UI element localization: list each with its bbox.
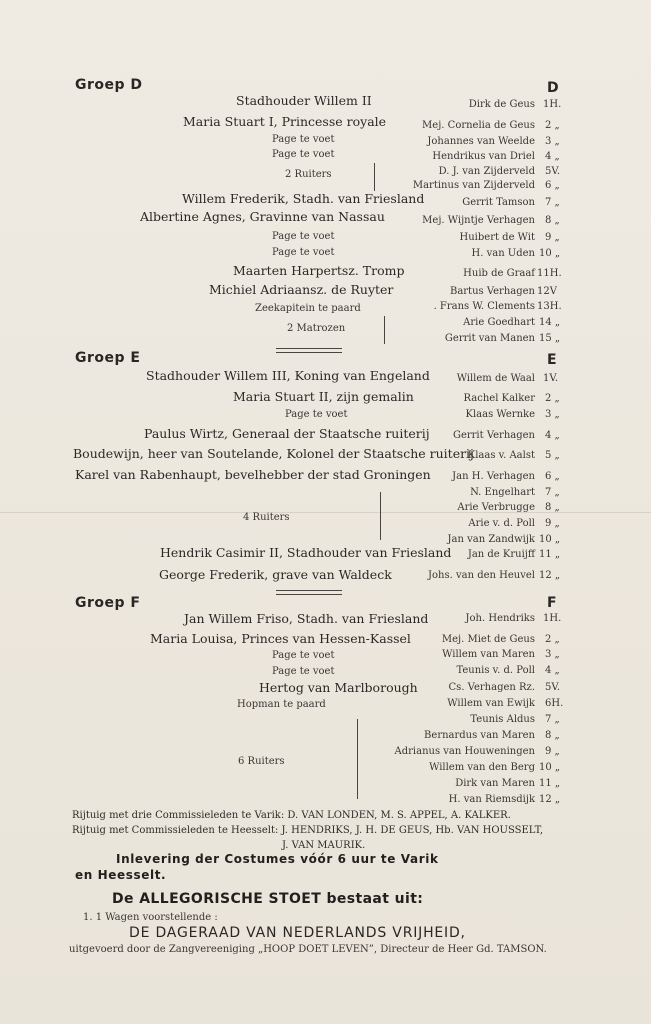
participant-number: 8 „ xyxy=(545,502,560,513)
brace xyxy=(384,316,385,344)
participant-number: 1V. xyxy=(543,373,559,384)
inlevering-line1: Inlevering der Costumes vóór 6 uur te Varik xyxy=(116,852,439,866)
participant-name: Arie Verbrugge xyxy=(457,502,535,513)
role: Page te voet xyxy=(272,247,335,258)
participant-number: 12 „ xyxy=(539,570,561,581)
role: Maarten Harpertsz. Tromp xyxy=(233,263,405,278)
participant-name: N. Engelhart xyxy=(470,487,535,498)
participant-number: 11 „ xyxy=(539,549,561,560)
participant-number: 4 „ xyxy=(545,665,560,676)
participant-number: 6 „ xyxy=(545,471,560,482)
participant-name: Klaas v. Aalst xyxy=(467,450,535,461)
participant-number: 5 „ xyxy=(545,450,560,461)
participant-name: Arie Goedhart xyxy=(463,317,535,328)
role: Karel van Rabenhaupt, bevelhebber der stad Groningen xyxy=(75,467,431,482)
rijtuig-heesselt-cont: J. VAN MAURIK. xyxy=(282,840,366,851)
inlevering-line2: en Heesselt. xyxy=(75,868,167,882)
participant-number: 12V xyxy=(537,286,557,297)
role: Jan Willem Friso, Stadh. van Friesland xyxy=(184,611,429,626)
group-f-letter: F xyxy=(547,595,557,611)
participant-name: Jan de Kruijff xyxy=(467,549,535,560)
participant-number: 11H. xyxy=(537,268,562,279)
role: Hendrik Casimir II, Stadhouder van Friesland xyxy=(160,545,452,560)
participant-name: Rachel Kalker xyxy=(463,393,535,404)
participant-name: Willem van den Berg xyxy=(429,762,535,773)
participant-name: Arie v. d. Poll xyxy=(468,518,535,529)
role: 2 Ruiters xyxy=(285,169,332,180)
participant-number: 2 „ xyxy=(545,634,560,645)
group-f-title: Groep F xyxy=(75,595,141,611)
role: Hopman te paard xyxy=(237,699,326,710)
participant-name: Bartus Verhagen xyxy=(449,286,535,297)
role: Willem Frederik, Stadh. van Friesland xyxy=(182,191,425,206)
role: Michiel Adriaansz. de Ruyter xyxy=(209,282,394,297)
participant-name: Cs. Verhagen Rz. xyxy=(448,682,535,693)
participant-name: Willem van Maren xyxy=(442,649,535,660)
participant-name: D. J. van Zijderveld xyxy=(438,166,535,177)
participant-name: Teunis Aldus xyxy=(470,714,535,725)
role: Maria Stuart I, Princesse royale xyxy=(183,114,387,129)
group-d-letter: D xyxy=(547,80,559,96)
role: George Frederik, grave van Waldeck xyxy=(159,567,392,582)
participant-number: 7 „ xyxy=(545,714,560,725)
role: Stadhouder Willem III, Koning van Engeland xyxy=(146,368,430,383)
rijtuig-varik: Rijtuig met drie Commissieleden te Varik: D. VAN LONDEN, M. S. APPEL, A. KALKER. xyxy=(72,810,511,821)
role: Page te voet xyxy=(272,650,335,661)
group-e-title: Groep E xyxy=(75,350,141,366)
participant-number: 8 „ xyxy=(545,215,560,226)
participant-number: 14 „ xyxy=(539,317,561,328)
role: 4 Ruiters xyxy=(243,512,290,523)
participant-name: Willem van Ewijk xyxy=(447,698,535,709)
participant-name: Gerrit Tamson xyxy=(462,197,535,208)
group-e-letter: E xyxy=(547,352,557,368)
participant-name: Gerrit van Manen xyxy=(444,333,535,344)
wagen-item: 1. 1 Wagen voorstellende : xyxy=(83,912,218,923)
participant-number: 9 „ xyxy=(545,518,560,529)
participant-name: Huib de Graaf xyxy=(463,268,535,279)
participant-number: 9 „ xyxy=(545,232,560,243)
participant-name: Joh. Hendriks xyxy=(465,613,535,624)
participant-name: Huibert de Wit xyxy=(459,232,535,243)
participant-number: 4 „ xyxy=(545,430,560,441)
participant-name: . Frans W. Clements xyxy=(433,301,535,312)
participant-name: Dirk van Maren xyxy=(455,778,535,789)
participant-name: Mej. Wijntje Verhagen xyxy=(422,215,535,226)
role: Page te voet xyxy=(272,134,335,145)
participant-name: Bernardus van Maren xyxy=(424,730,535,741)
role: Page te voet xyxy=(272,231,335,242)
role: Page te voet xyxy=(272,666,335,677)
dageraad-title: DE DAGERAAD VAN NEDERLANDS VRIJHEID, xyxy=(129,925,466,941)
participant-name: Jan H. Verhagen xyxy=(452,471,535,482)
participant-number: 10 „ xyxy=(539,248,561,259)
participant-number: 2 „ xyxy=(545,393,560,404)
role: Zeekapitein te paard xyxy=(255,303,361,314)
role: Albertine Agnes, Gravinne van Nassau xyxy=(140,209,385,224)
participant-name: Mej. Cornelia de Geus xyxy=(422,120,535,131)
participant-number: 1H. xyxy=(543,613,562,624)
participant-name: Johs. van den Heuvel xyxy=(428,570,535,581)
participant-name: Martinus van Zijderveld xyxy=(412,180,535,191)
role: Maria Louisa, Princes van Hessen-Kassel xyxy=(150,631,411,646)
brace xyxy=(380,492,381,540)
role: Boudewijn, heer van Soutelande, Kolonel der Staatsche ruiterij xyxy=(73,446,474,461)
participant-number: 2 „ xyxy=(545,120,560,131)
participant-number: 6H. xyxy=(545,698,564,709)
role: Maria Stuart II, zijn gemalin xyxy=(233,389,414,404)
role: Hertog van Marlborough xyxy=(259,680,418,695)
participant-number: 6 „ xyxy=(545,180,560,191)
participant-number: 12 „ xyxy=(539,794,561,805)
role: 6 Ruiters xyxy=(238,756,285,767)
participant-name: H. van Uden xyxy=(471,248,535,259)
participant-number: 13H. xyxy=(537,301,562,312)
participant-name: Willem de Waal xyxy=(456,373,535,384)
role: 2 Matrozen xyxy=(287,323,346,334)
participant-number: 11 „ xyxy=(539,778,561,789)
rijtuig-heesselt: Rijtuig met Commissieleden te Heesselt: J. HENDRIKS, J. H. DE GEUS, Hb. VAN HOUSSELT, xyxy=(72,825,544,836)
participant-name: Klaas Wernke xyxy=(465,409,535,420)
participant-number: 15 „ xyxy=(539,333,561,344)
participant-name: H. van Riemsdijk xyxy=(448,794,535,805)
participant-number: 9 „ xyxy=(545,746,560,757)
participant-name: Dirk de Geus xyxy=(468,99,535,110)
role: Page te voet xyxy=(285,409,348,420)
participant-name: Mej. Miet de Geus xyxy=(441,634,535,645)
participant-number: 7 „ xyxy=(545,197,560,208)
participant-number: 5V. xyxy=(545,682,561,693)
group-d-title: Groep D xyxy=(75,77,143,93)
participant-name: Adrianus van Houweningen xyxy=(394,746,535,757)
role: Paulus Wirtz, Generaal der Staatsche ruiterij xyxy=(144,426,430,441)
participant-name: Gerrit Verhagen xyxy=(452,430,535,441)
participant-number: 7 „ xyxy=(545,487,560,498)
participant-number: 10 „ xyxy=(539,762,561,773)
participant-name: Johannes van Weelde xyxy=(427,136,535,147)
uitgevoerd-line: uitgevoerd door de Zangvereeniging „HOOP DOET LEVEN”, Directeur de Heer Gd. TAMSON. xyxy=(69,944,547,955)
participant-number: 5V. xyxy=(545,166,561,177)
participant-number: 4 „ xyxy=(545,151,560,162)
participant-name: Hendrikus van Driel xyxy=(432,151,535,162)
role: Stadhouder Willem II xyxy=(236,93,372,108)
participant-number: 3 „ xyxy=(545,649,560,660)
participant-number: 8 „ xyxy=(545,730,560,741)
section-divider xyxy=(276,590,342,595)
participant-number: 10 „ xyxy=(539,534,561,545)
section-divider xyxy=(276,348,342,353)
participant-number: 3 „ xyxy=(545,409,560,420)
participant-name: Teunis v. d. Poll xyxy=(456,665,535,676)
brace xyxy=(357,719,358,799)
allegorische-heading: De ALLEGORISCHE STOET bestaat uit: xyxy=(112,891,424,907)
participant-number: 3 „ xyxy=(545,136,560,147)
brace xyxy=(374,163,375,191)
participant-number: 1H. xyxy=(543,99,562,110)
role: Page te voet xyxy=(272,149,335,160)
participant-name: Jan van Zandwijk xyxy=(447,534,535,545)
